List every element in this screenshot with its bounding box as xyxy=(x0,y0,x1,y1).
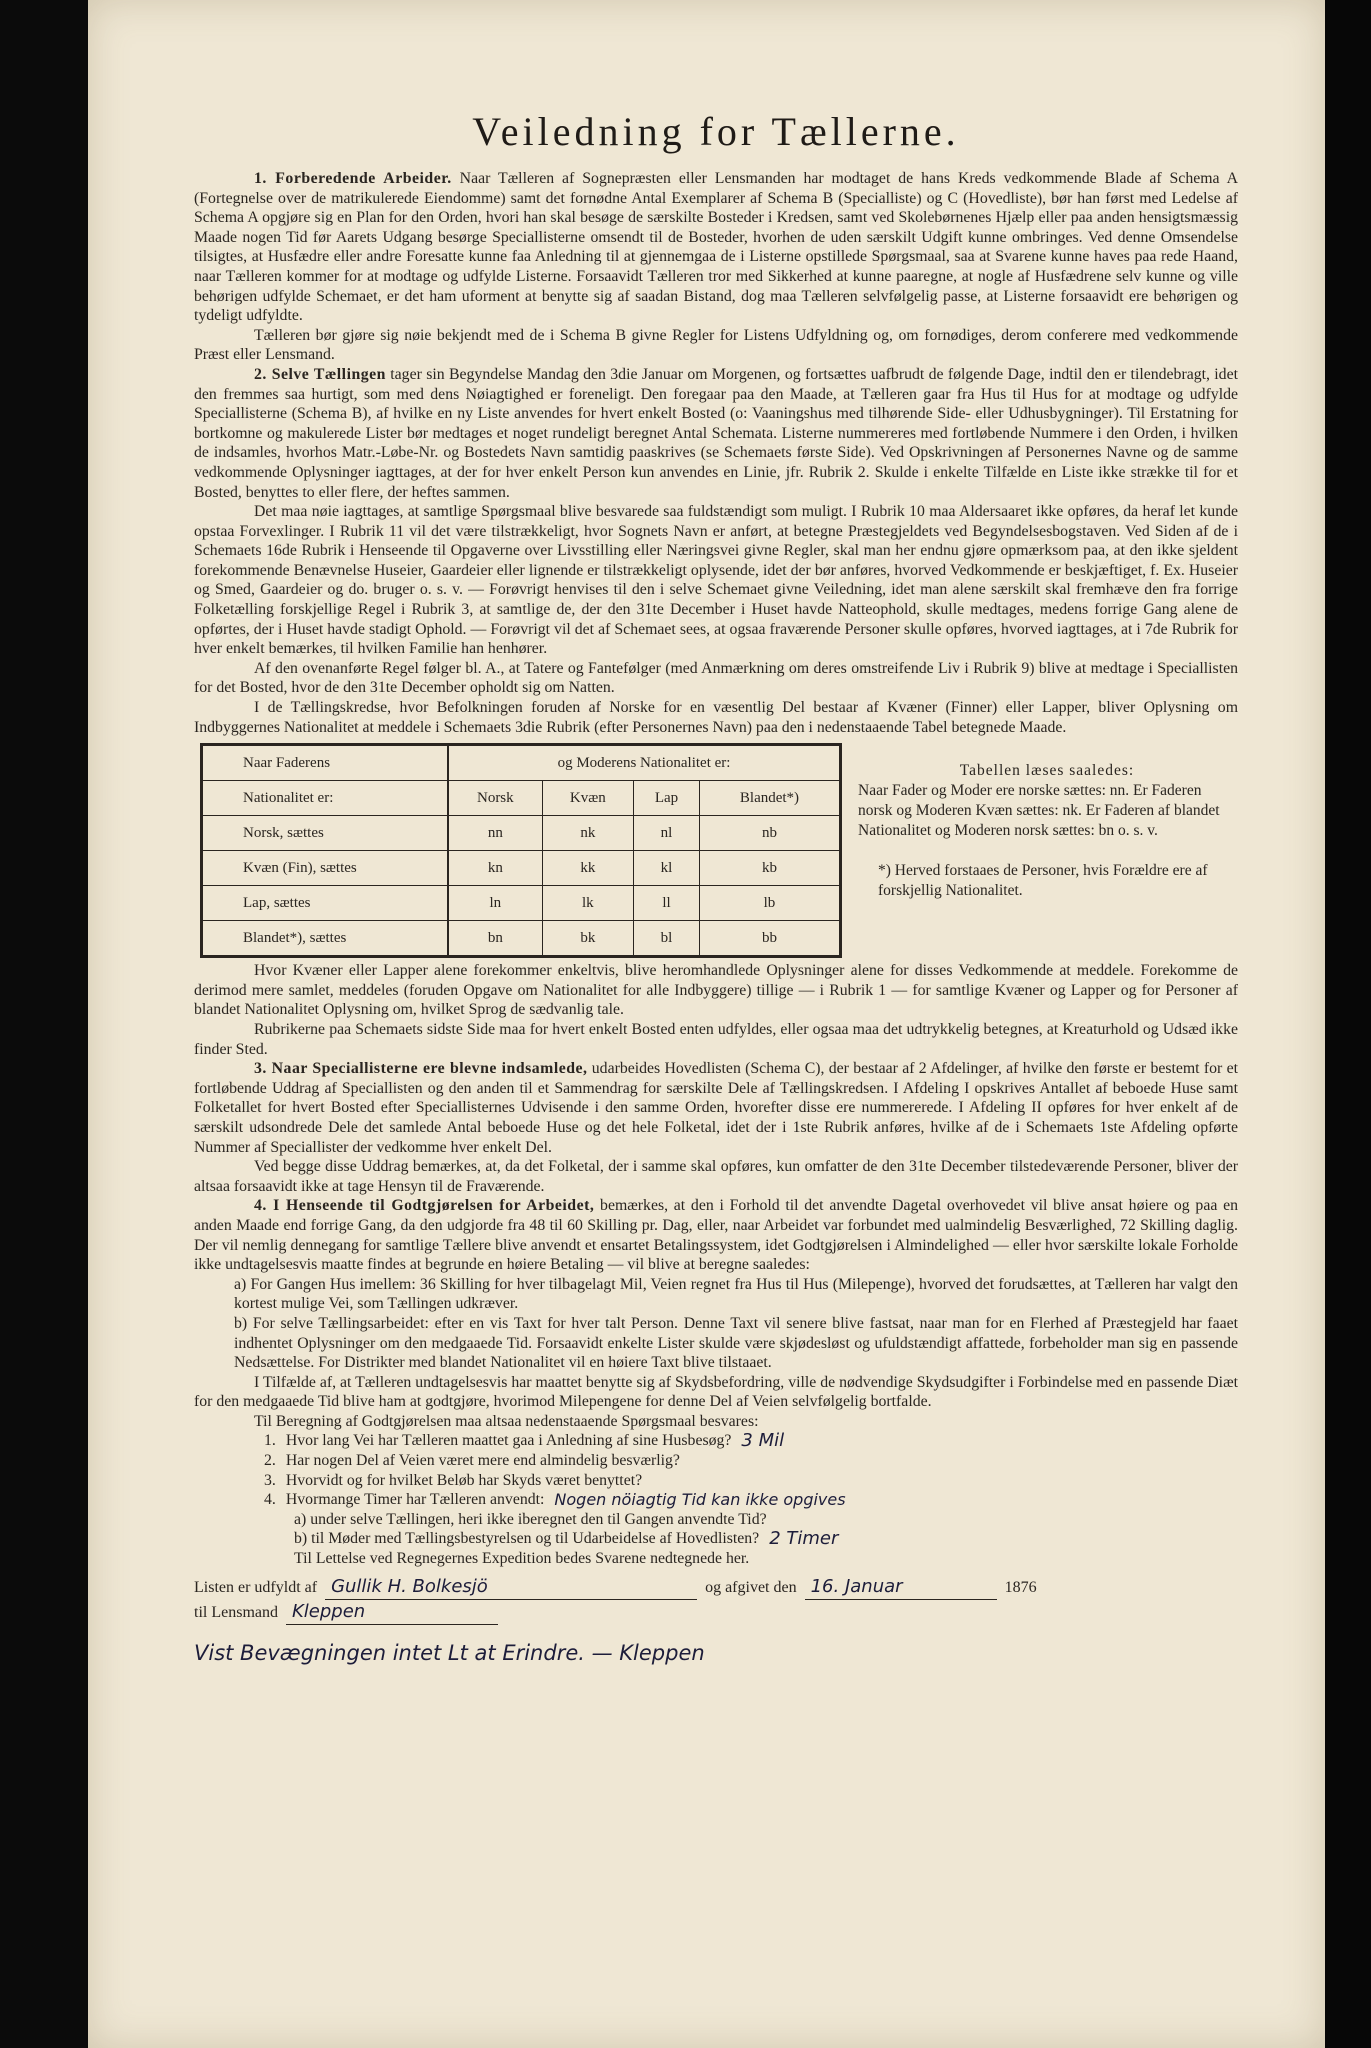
table-cell: kn xyxy=(448,851,542,886)
paragraph-5: I de Tællingskredse, hvor Befolkningen foruden af Norske for en væsentlig Del bestaar af Kvæner (Finner) eller Lapper, bliver Oplysning om Indbyggernes Nationalitet at meddele i Schemaets 3die Rubrik (efter Personernes Navn) paa den i nedenstaaende Tabel betegnede Maade. xyxy=(194,699,1238,736)
signature-line-1 xyxy=(194,1575,1238,1600)
table-cell: nn xyxy=(448,816,542,851)
table-cell: kl xyxy=(634,851,700,886)
handwritten-note: Vist Bevægningen intet Lt at Erindre. — Kleppen xyxy=(194,1640,705,1665)
paragraph-12: Til Beregning af Godtgjørelsen maa altsaa nedenstaaende Spørgsmaal besvares: xyxy=(254,1412,759,1430)
list-item xyxy=(264,1471,1238,1491)
section-3-text: udarbeides Hovedlisten (Schema C), der bestaar af 2 Afdelinger, af hvilke den første er bestemt for et fortløbende Uddrag af Speciallisten og den anden til et Sammendrag for særskilte Dele af Tællingskredsen. I Afdeling I opskrives Antallet af beboede Huse samt Folketallet for hvert Bosted efter Speciallisternes Udvisende i den samme Orden, hvorefter disse ere nummererede. I Afdeling II opføres for hver enkelt af de særskilt udsondrede Dele det samlede Antal beboede Huse og det hele Folketal, idet der i 1ste Rubrik anføres, hvilke af de i Schemaets 1ste Afdeling opførte Nummer af Speciallister der vedkomme hver enkelt Del. xyxy=(194,1060,1238,1156)
table-head-left-1: Naar Faderens xyxy=(202,745,449,781)
explanation-footnote: *) Herved forstaaes de Personer, hvis Forældre ere af forskjellig Nationalitet. xyxy=(878,862,1208,900)
question-number: 1. xyxy=(264,1432,276,1450)
section-3 xyxy=(194,1059,1238,1157)
paragraph-3: Det maa nøie iagttages, at samtlige Spørgsmaal blive besvarede saa fuldstændigt som muligt. I Rubrik 10 maa Aldersaaret ikke opføres, da heraf let kunde opstaa Forvexlinger. I Rubrik 11 vil det være tilstrækkeligt, hvor Sognets Navn er anført, at betegne Præstegjeldets ved Begyndelsesbogstaven. Ved Siden af de i Schemaets 16de Rubrik i Henseende til Opgaverne over Livsstilling eller Næringsvei givne Regler, skal man her endnu gjøre opmærksom paa, at den ikke sjeldent forekommende Benævnelse Huseier, Gaardeier eller lignende er tilstrækkeligt oplysende, idet der bør anføres, hvorved Vedkommende er beskjæftiget, f. Ex. Huseier og Smed, Gaardeier og do. bruger o. s. v. — Forøvrigt henvises til den i selve Schemaet givne Veiledning, idet man alene særskilt skal fremhæve den fra forrige Folketælling forskjellige Regel i Rubrik 3, at samtlige de, der den 31te December i Huset havde Natteophold, skulle medtages, medens forrige Gang alene de opførtes, der i Huset havde stadigt Ophold. — Forøvrigt vil det af Schemaet sees, at ogsaa fraværende Personer skulle opføres, hvorved iagttages, at i 7de Rubrik for hver enkelt bemærkes, til hvilken Familie han henhører. xyxy=(194,503,1238,658)
document-body xyxy=(194,108,1238,1665)
lensmand-label: til Lensmand xyxy=(194,1603,278,1621)
question-text: Hvorvidt og for hvilket Beløb har Skyds været benyttet? xyxy=(285,1471,643,1489)
question-list xyxy=(194,1431,1238,1568)
list-item xyxy=(264,1451,1238,1471)
section-1-text: Naar Tælleren af Sognepræsten eller Lensmanden har modtaget de hans Kreds vedkommende Blade af Schema A (Fortegnelse over de matrikulerede Eiendomme) samt det fornødne Antal Exemplarer af Schema B (Specialliste) og C (Hovedliste), bør han først med Ledelse af Schema A opgjøre sig en Plan for den Orden, hvori han skal besøge de særskilte Bosteder i Kredsen, samt ved Skolebørnenes Hjælp eller paa anden hensigtsmæssig Maade nogen Tid før Aarets Udgang besørge Speciallisterne omsendt til de Bosteder, hvorhen de uden særskilt Udgift kunne ombringes. Ved denne Omsendelse tilsigtes, at Husfædre eller andre Foresatte kunne faa Anledning til at gjennemgaa de i Listerne opstillede Spørgsmaal, saa at Svarene kunne haves paa rede Haand, naar Tælleren kommer for at modtage og udfylde Listerne. Forsaavidt Tælleren tror med Sikkerhed at kunne paaregne, at nogle af Husfædrene selv kunne og ville behørigen udfylde Schemaet, er det ham uforment at benytte sig af saadan Bistand, dog maa Tælleren selvfølgelig passe, at Listerne forsaavidt ere behørigen og tydeligt udfyldte. xyxy=(194,170,1238,325)
table-head-left-2: Nationalitet er: xyxy=(202,781,449,816)
section-1-heading: 1. Forberedende Arbeider. xyxy=(254,170,452,187)
table-cell: ll xyxy=(634,886,700,921)
handwritten-answer: 3 Mil xyxy=(741,1430,785,1452)
table-cell: nb xyxy=(699,816,840,851)
table-row xyxy=(202,886,841,921)
handwritten-answer: Nogen nöiagtig Tid kan ikke opgives xyxy=(554,1490,846,1510)
table-cell: kb xyxy=(699,851,840,886)
table-cell: nl xyxy=(634,816,700,851)
nationality-section xyxy=(194,743,1238,955)
question-number: 3. xyxy=(264,1471,276,1489)
signature-line-2 xyxy=(194,1600,1238,1625)
paragraph-9: Ved begge disse Uddrag bemærkes, at, da det Folketal, der i samme skal opføres, kun omfatter de den 31te December tilstedeværende Personer, bliver der altsaa forsaavidt ikke at tage Hensyn til de Fraværende. xyxy=(194,1158,1238,1195)
question-text: Har nogen Del af Veien været mere end almindelig besværlig? xyxy=(285,1452,680,1470)
paragraph-11: I Tilfælde af, at Tælleren undtagelsesvis har maattet benytte sig af Skydsbefordring, ville de nødvendige Skydsudgifter i Forbindelse med en passende Diæt for den medgaaede Tid blive ham at godtgjøre, hvorimod Milepengene for denne Del af Veien selvfølgelig bortfalde. xyxy=(194,1373,1238,1411)
document-page xyxy=(88,0,1325,2048)
year-value: 1876 xyxy=(1004,1578,1037,1596)
table-cell: bn xyxy=(448,921,542,957)
scan-edge xyxy=(1325,0,1371,2048)
date-value: 16. Januar xyxy=(805,1575,997,1600)
lensmand-value: Kleppen xyxy=(286,1600,498,1625)
col-header: Blandet*) xyxy=(699,781,840,816)
section-4-text: bemærkes, at den i Forhold til det anvendte Dagetal overhovedet vil blive ansat høiere og paa en anden Maade end forrige Gang, da den udgjorde fra 48 til 60 Skilling pr. Dag, eller, naar Arbeidet var forbundet med ualmindelig Besværlighed, 72 Skilling daglig. Der vil nemlig dennegang for samtlige Tællere blive anvendt et ensartet Betalingssystem, idet Godtgjørelsen i Almindelighed — eller hvor særskilte lokale Forholde ikke undtagelsesvis maatte findes at begrunde en høiere Betaling — vil blive at beregne saaledes: xyxy=(194,1197,1238,1274)
table-head-right: og Moderens Nationalitet er: xyxy=(448,745,841,781)
row-label: Norsk, sættes xyxy=(202,816,449,851)
counter-name: Gullik H. Bolkesjö xyxy=(325,1575,697,1600)
paragraph-6: Hvor Kvæner eller Lapper alene forekommer enkeltvis, blive heromhandlede Oplysninger alene for disses Vedkommende at meddele. Forekomme de derimod mere samlet, meddeles (foruden Opgave om Nationalitet for alle Indbyggere) tillige — i Rubrik 1 — for samtlige Kvæner og Lapper og for Personer af blandet Nationalitet Oplysning om, hvilket Sprog de sædvanlig tale. xyxy=(194,962,1238,1019)
table-row xyxy=(202,851,841,886)
question-note: Til Lettelse ved Regnegernes Expedition bedes Svarene nedtegnede her. xyxy=(294,1550,750,1568)
list-item xyxy=(264,1510,1238,1530)
section-2-heading: 2. Selve Tællingen xyxy=(254,365,386,383)
section-1 xyxy=(194,169,1238,326)
list-item xyxy=(264,1549,1238,1569)
table-cell: bb xyxy=(699,921,840,957)
table-row xyxy=(202,921,841,957)
nationality-table xyxy=(200,743,842,958)
section-4-heading: 4. I Henseende til Godtgjørelsen for Arbeidet, xyxy=(254,1197,595,1215)
table-cell: bk xyxy=(542,921,633,957)
question-text: a) under selve Tællingen, heri ikke iberegnet den til Gangen anvendte Tid? xyxy=(294,1510,767,1528)
list-item xyxy=(264,1431,1238,1451)
question-number: 4. xyxy=(264,1491,276,1509)
row-label: Lap, sættes xyxy=(202,886,449,921)
explanation-title: Tabellen læses saaledes: xyxy=(959,762,1135,780)
afgivet-label: og afgivet den xyxy=(705,1578,797,1596)
table-cell: lb xyxy=(699,886,840,921)
document-title: Veiledning for Tællerne. xyxy=(472,109,960,154)
question-text: b) til Møder med Tællingsbestyrelsen og til Udarbeidelse af Hovedlisten? xyxy=(294,1530,760,1548)
list-item xyxy=(264,1529,1238,1549)
table-cell: lk xyxy=(542,886,633,921)
question-text: Hvor lang Vei har Tælleren maattet gaa i Anledning af sine Husbesøg? xyxy=(285,1432,732,1450)
row-label: Kvæn (Fin), sættes xyxy=(202,851,449,886)
table-explanation xyxy=(858,761,1236,901)
table-cell: ln xyxy=(448,886,542,921)
table-row xyxy=(202,816,841,851)
section-1b: Tælleren bør gjøre sig nøie bekjendt med de i Schema B givne Regler for Listens Udfyldning og, om fornødiges, derom conferere med vedkommende Præst eller Lensmand. xyxy=(194,326,1238,364)
section-2-text: tager sin Begyndelse Mandag den 3die Januar om Morgenen, og fortsættes uafbrudt de følgende Dage, indtil den er tilendebragt, idet den fremmes saa hurtigt, som med dens Nøiagtighed er foreneligt. Den foregaar paa den Maade, at Tælleren gaar fra Hus til Hus for at modtage og udfylde Speciallisterne (Schema B), af hvilke en ny Liste anvendes for hvert enkelt Bosted (o: Vaaningshus med tilhørende Side- eller Udhusbygninger). Til Erstatning for bortkomne og makulerede Lister bør medtages et noget rundeligt beregnet Antal Schemata. Listerne nummereres med fortløbende Nummere i den Orden, i hvilken de indsamles, hvorhos Matr.-Løbe-Nr. og Bostedets Navn samtidig paaskrives (se Schemaets første Side). Ved Opskrivningen af Personernes Navne og de samme vedkommende Oplysninger iagttages, at der for hver enkelt Person kun anvendes en Linie, jfr. Rubrik 2. Skulde i enkelte Tilfælde en Liste ikke strække til for et Bosted, benyttes to eller flere, der heftes sammen. xyxy=(194,365,1238,501)
table-cell: kk xyxy=(542,851,633,886)
question-number: 2. xyxy=(264,1452,276,1470)
paragraph-7: Rubrikerne paa Schemaets sidste Side maa for hvert enkelt Bosted enten udfyldes, eller ogsaa maa det udtrykkelig betegnes, at Kreaturhold og Udsæd ikke finder Sted. xyxy=(194,1021,1238,1058)
col-header: Kvæn xyxy=(542,781,633,816)
paragraph-4b: b) For selve Tællingsarbeidet: efter en vis Taxt for hver talt Person. Denne Taxt vil senere blive fastsat, naar man for en Flerhed af Præstegjeld har faaet indhentet Oplysninger om den medgaaede Tid. Forsaavidt enkelte Lister skulde være skjødesløst og ufuldstændigt affattede, forbeholder man sig en passende Nedsættelse. For Distrikter med blandet Nationalitet vil en høiere Taxt blive tilstaaet. xyxy=(234,1314,1238,1372)
question-text: Hvormange Timer har Tælleren anvendt: xyxy=(285,1491,545,1509)
section-3-heading: 3. Naar Speciallisterne ere blevne indsamlede, xyxy=(254,1060,588,1078)
row-label: Blandet*), sættes xyxy=(202,921,449,957)
section-2 xyxy=(194,365,1238,502)
table-cell: nk xyxy=(542,816,633,851)
handwritten-answer: 2 Timer xyxy=(769,1528,839,1550)
paragraph-4a: a) For Gangen Hus imellem: 36 Skilling for hver tilbagelagt Mil, Veien regnet fra Hus til Hus (Milepenge), hvorved det forudsættes, at Tælleren har valgt den kortest mulige Vei, som Tællingen udkræver. xyxy=(234,1275,1238,1313)
signature-block xyxy=(194,1575,1238,1625)
col-header: Norsk xyxy=(448,781,542,816)
listen-label: Listen er udfyldt af xyxy=(194,1578,318,1596)
table-cell: bl xyxy=(634,921,700,957)
paragraph-4: Af den ovenanførte Regel følger bl. A., at Tatere og Fantefølger (med Anmærkning om deres omstreifende Liv i Rubrik 9) blive at medtage i Speciallisten for det Bosted, hvor de den 31te December opholdt sig om Natten. xyxy=(194,659,1238,697)
section-4 xyxy=(194,1196,1238,1274)
list-item xyxy=(264,1490,1238,1510)
explanation-text: Naar Fader og Moder ere norske sættes: nn. Er Faderen norsk og Moderen Kvæn sættes: nk. Er Faderen af blandet Nationalitet og Moderen norsk sættes: bn o. s. v. xyxy=(858,782,1220,840)
col-header: Lap xyxy=(634,781,700,816)
